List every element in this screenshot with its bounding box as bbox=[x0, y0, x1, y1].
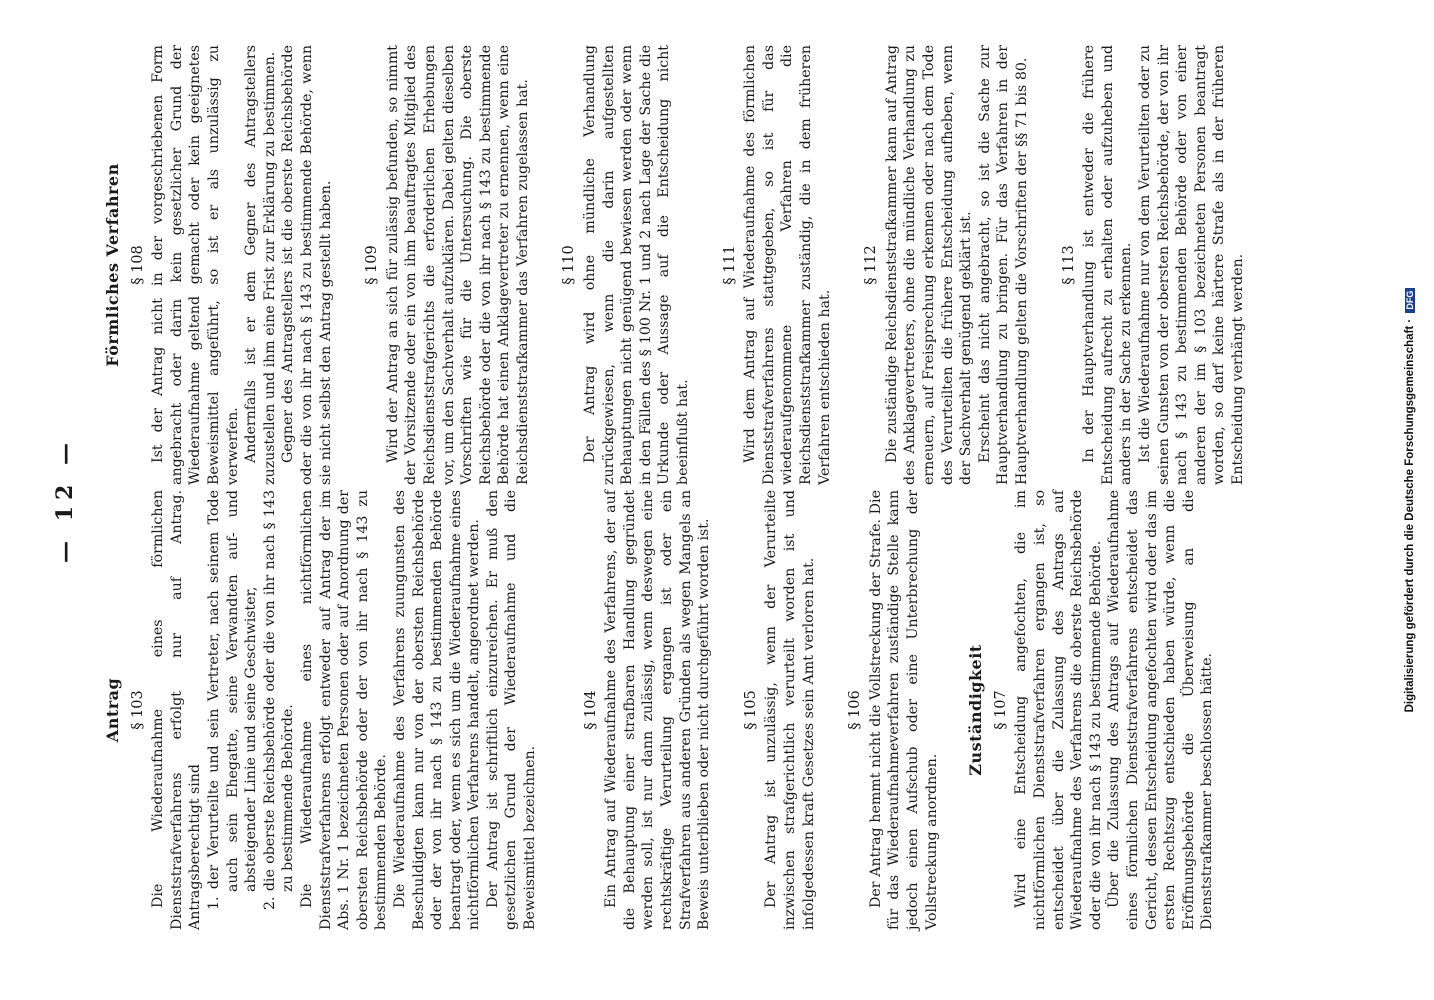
paragraph-number: § 110 bbox=[561, 245, 578, 285]
body-text: Die zuständige Reichsdienststrafkammer kann auf Antrag des Anklagevertreters, ohne die mündliche Verhandlung zu erneuern, auf Freisprechung erkennen oder nach dem Tode des Verurteilten die frühere Entscheidung aufheben, wenn der Sachverhalt genügend geklärt ist. bbox=[883, 45, 975, 485]
paragraph-number: § 109 bbox=[364, 245, 381, 285]
body-text: Der Antrag ist schriftlich einzureichen. Er muß den gesetzlichen Grund der Wiederaufnahme und die Beweismittel bezeichnen. bbox=[484, 490, 539, 930]
paragraph-number: § 107 bbox=[992, 690, 1009, 730]
section-heading: Antrag bbox=[103, 677, 122, 743]
paragraph-number: § 112 bbox=[863, 245, 880, 285]
body-text: Wird dem Antrag auf Wiederaufnahme des förmlichen Dienststrafverfahrens stattgegeben, so ist für das wiederaufgenommene Verfahren die Reichsdienststrafkammer zuständig, die in dem früheren Verfahren entschieden hat. bbox=[742, 45, 833, 485]
page-number: — 12 — bbox=[52, 437, 78, 563]
section-heading: Zuständigkeit bbox=[966, 644, 986, 776]
body-text: Gegner des Antragstellers ist die oberste Reichsbehörde oder die von ihr nach § 143 zu bestimmende Behörde, wenn sie nicht selbst den Antrag gestellt haben. bbox=[280, 45, 334, 485]
body-text: Wird eine Entscheidung angefochten, die im nichtförmlichen Dienststrafverfahren ergangen ist, so entscheidet über die Zulassung des Antrags auf Wiederaufnahme des Verfahrens die oberste Reichsbehörde oder die von ihr nach § 143 zu bestimmende Behörde. bbox=[1013, 490, 1104, 930]
body-text: In der Hauptverhandlung ist entweder die frühere Entscheidung aufrecht zu erhalten oder aufzuheben und anders in der Sache zu erkennen. bbox=[1081, 45, 1135, 485]
body-text: Andernfalls ist er dem Gegner des Antragstellers zuzustellen und ihm eine Frist zur Erklärung zu bestimmen. bbox=[243, 45, 278, 485]
digitization-text: Digitalisierung gefördert durch die Deutsche Forschungsgemeinschaft · bbox=[1404, 318, 1416, 713]
digitization-note bbox=[1404, 0, 1416, 1000]
body-text: Wird der Antrag an sich für zulässig befunden, so nimmt der Vorsitzende oder ein von ihm beauftragtes Mitglied des Reichsdienststrafgerichts die erforderlichen Erhebungen vor, um den Sachverhalt aufzuklären. Dabei gelten dieselben Vorschriften wie für die Untersuchung. Die oberste Reichsbehörde oder die von ihr nach § 143 zu bestimmende Behörde hat einen Anklagevertreter zu ernennen, wenn eine Reichsdienststrafkammer das Verfahren zugelassen hat. bbox=[384, 45, 531, 485]
body-text: Ein Antrag auf Wiederaufnahme des Verfahrens, der auf die Behauptung einer strafbaren Handlung gegründet werden soll, ist nur dann zulässig, wenn deswegen eine rechtskräftige Verurteilung ergangen ist oder ein Strafverfahren aus anderen Gründen als wegen Mangels an Beweis unterblieben oder nicht durchgeführt worden ist. bbox=[603, 490, 713, 930]
paragraph-number: § 111 bbox=[721, 245, 738, 285]
body-text: Ist die Wiederaufnahme nur von dem Verurteilten oder zu seinen Gunsten von der obersten Reichsbehörde, der von ihr nach § 143 zu bestimmenden Behörde oder von einer anderen der im § 103 bezeichneten Personen beantragt worden, so darf keine härtere Strafe als in der früheren Entscheidung verhängt werden. bbox=[1136, 45, 1246, 485]
list-item: 2. die oberste Reichsbehörde oder die von ihr nach § 143 zu bestimmende Behörde. bbox=[261, 490, 297, 910]
paragraph-number: § 113 bbox=[1060, 245, 1077, 285]
dfg-logo: DFG bbox=[1405, 288, 1415, 313]
paragraph-number: § 104 bbox=[582, 690, 599, 730]
body-text: Die Wiederaufnahme eines nichtförmlichen Dienststrafverfahrens erfolgt entweder auf Antrag der im Abs. 1 Nr. 1 bezeichneten Personen oder auf Anordnung der obersten Reichsbehörde oder der von ihr nach § 143 zu bestimmenden Behörde. bbox=[298, 490, 390, 930]
body-text: Der Antrag ist unzulässig, wenn der Verurteilte inzwischen strafgerichtlich verurteilt worden ist und infolgedessen kraft Gesetzes sein Amt verloren hat. bbox=[763, 490, 817, 930]
paragraph-number: § 105 bbox=[742, 690, 759, 730]
body-text: Über die Zulassung des Antrags auf Wiederaufnahme eines förmlichen Dienststrafverfahrens entscheidet das Gericht, dessen Entscheidung angefochten wird oder das im ersten Rechtszug entschieden haben würde, wenn die Eröffnungsbehörde die Überweisung an die Dienststrafkammer beschlossen hätte. bbox=[1106, 490, 1216, 930]
paragraph-number: § 106 bbox=[847, 690, 864, 730]
right-column bbox=[100, 45, 1247, 485]
left-column bbox=[100, 490, 1217, 930]
paragraph-number: § 103 bbox=[129, 690, 146, 730]
body-text: Erscheint das nicht angebracht, so ist die Sache zur Hauptverhandlung zu bringen. Für das Verfahren in der Hauptverhandlung gelten die Vorschriften der §§ 71 bis 80. bbox=[976, 45, 1030, 485]
body-text: Der Antrag hemmt nicht die Vollstreckung der Strafe. Die für das Wiederaufnahmeverfahren zuständige Stelle kann jedoch einen Aufschub oder eine Unterbrechung der Vollstreckung anordnen. bbox=[867, 490, 940, 930]
body-text: Die Wiederaufnahme eines förmlichen Dienststrafverfahrens erfolgt nur auf Antrag. Antragsberechtigt sind bbox=[150, 490, 204, 930]
list-item: 1. der Verurteilte und sein Vertreter, nach seinem Tode auch sein Ehegatte, seine Verwandten auf- und absteigender Linie und seine Geschwister, bbox=[205, 490, 260, 910]
section-heading: Förmliches Verfahren bbox=[103, 163, 122, 367]
body-text: Ist der Antrag nicht in der vorgeschriebenen Form angebracht oder darin kein gesetzlicher Grund der Wiederaufnahme geltend gemacht oder kein geeignetes Beweismittel angeführt, so ist er als unzulässig zu verwerfen. bbox=[150, 45, 241, 485]
paragraph-number: § 108 bbox=[129, 245, 146, 285]
body-text: Die Wiederaufnahme des Verfahrens zuungunsten des Beschuldigten kann nur von der obersten Reichsbehörde oder der von ihr nach § 143 zu bestimmenden Behörde beantragt oder, wenn es sich um die Wiederaufnahme eines nichtförmlichen Verfahrens handelt, angeordnet werden. bbox=[391, 490, 483, 930]
body-text: Der Antrag wird ohne mündliche Verhandlung zurückgewiesen, wenn die darin aufgestellten Behauptungen nicht genügend bewiesen werden oder wenn in den Fällen des § 100 Nr. 1 und 2 nach Lage der Sache die Urkunde oder Aussage auf die Entscheidung nicht beeinflußt hat. bbox=[582, 45, 692, 485]
